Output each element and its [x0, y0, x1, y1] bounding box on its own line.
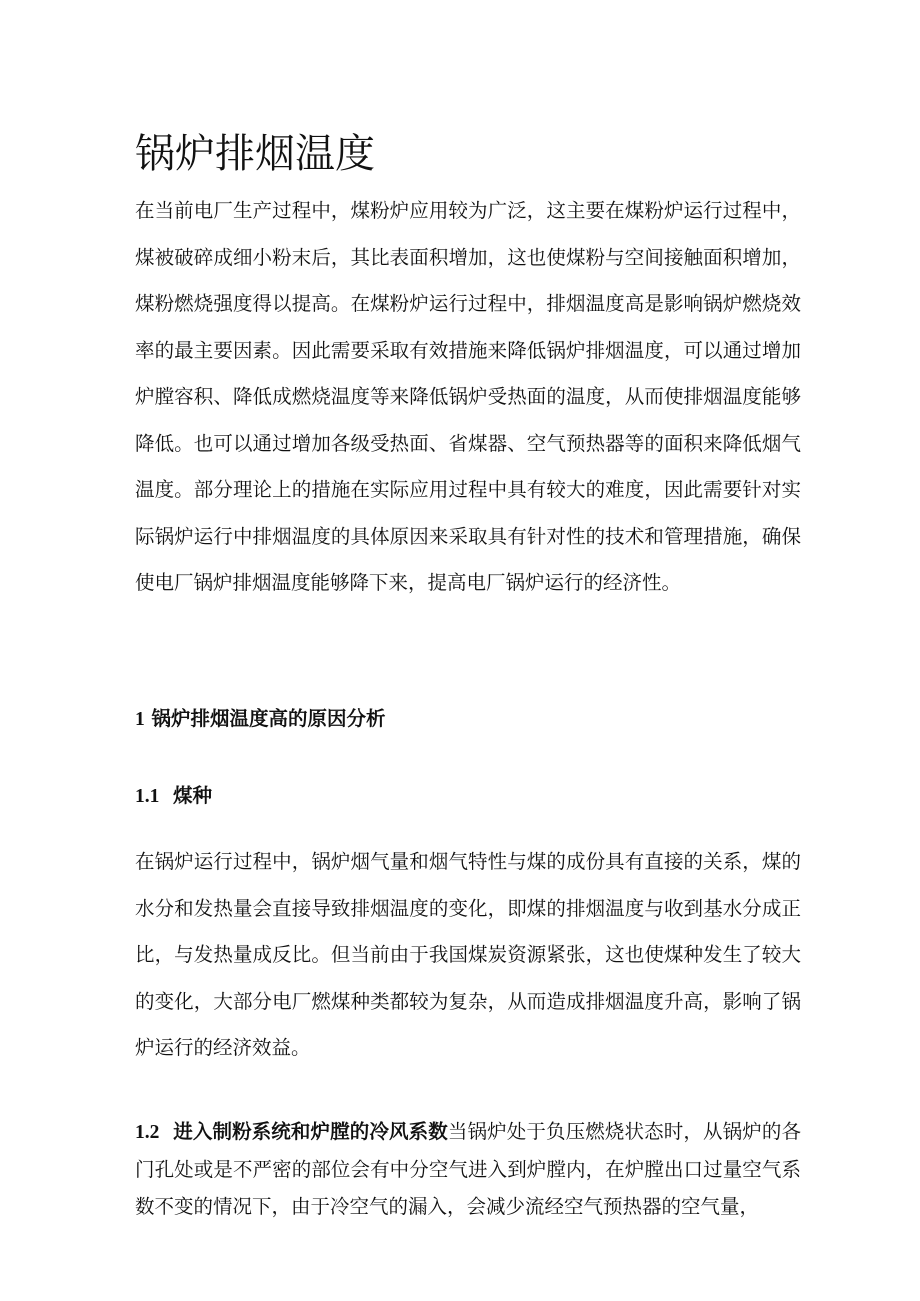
section-1-1-paragraph: 在锅炉运行过程中，锅炉烟气量和烟气特性与煤的成份具有直接的关系，煤的水分和发热量会直接导致排烟温度的变化，即煤的排烟温度与收到基水分成正比，与发热量成反比。但当前由于我国煤炭资源紧张，这也使煤种发生了较大的变化，大部分电厂燃煤种类都较为复杂，从而造成排烟温度升高，影响了锅炉运行的经济效益。 [135, 850, 801, 1059]
section-1-2-body: 当锅炉处于负压燃烧状态时，从锅炉的各门孔处或是不严密的部位会有中分空气进入到炉膛内，在炉膛出口过量空气系数不变的情况下，由于冷空气的漏入，会减少流经空气预热器的空气量， [135, 1120, 801, 1218]
document-title: 锅炉排烟温度 [135, 131, 375, 177]
section-1-2-title: 进入制粉系统和炉膛的冷风系数 [173, 1120, 448, 1143]
section-1-2-heading [135, 1120, 448, 1143]
section-1-2-number: 1.2 [135, 1122, 160, 1143]
section-1-2-paragraph [135, 1113, 801, 1225]
section-1-title: 锅炉排烟温度高的原因分析 [151, 707, 386, 730]
section-1-number: 1 [135, 709, 145, 730]
section-1-heading [135, 704, 386, 735]
section-1-1-title: 煤种 [172, 784, 212, 807]
section-1-1-heading [135, 781, 212, 812]
intro-paragraph: 在当前电厂生产过程中，煤粉炉应用较为广泛，这主要在煤粉炉运行过程中，煤被破碎成细小粉末后，其比表面积增加，这也使煤粉与空间接触面积增加，煤粉燃烧强度得以提高。在煤粉炉运行过程中，排烟温度高是影响锅炉燃烧效率的最主要因素。因此需要采取有效措施来降低锅炉排烟温度，可以通过增加炉膛容积、降低成燃烧温度等来降低锅炉受热面的温度，从而使排烟温度能够降低。也可以通过增加各级受热面、省煤器、空气预热器等的面积来降低烟气温度。部分理论上的措施在实际应用过程中具有较大的难度，因此需要针对实际锅炉运行中排烟温度的具体原因来采取具有针对性的技术和管理措施，确保使电厂锅炉排烟温度能够降下来，提高电厂锅炉运行的经济性。 [135, 199, 801, 594]
section-1-1-number: 1.1 [135, 786, 160, 807]
